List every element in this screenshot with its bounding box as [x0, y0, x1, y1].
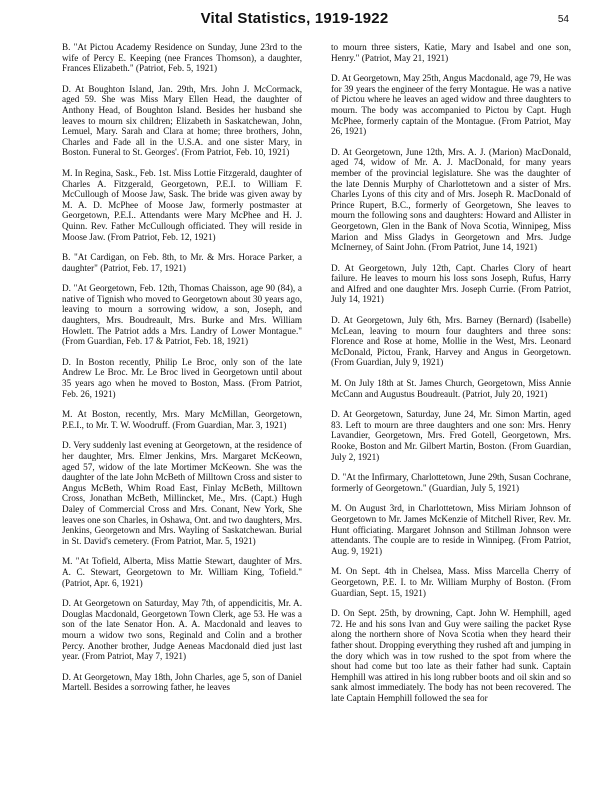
- vital-record-entry: D. At Boughton Island, Jan. 29th, Mrs. John J. McCormack, aged 59. She was Miss Mary Ellen Head, the daughter of Anthony Head, of Boughton Island. Besides her husband she leaves to mourn six children; Elizabeth in Saskatchewan, John, Lemuel, Mary. Sarah and Clara at home; three brothers, John, Charles and Fade all in the U.S.A. and one sister Mary, in Boston. Funeral to St. Georges'. (From Patriot, Feb. 10, 1921): [62, 83, 302, 158]
- vital-record-entry: D. "At the Infirmary, Charlottetown, June 29th, Susan Cochrane, formerly of Georgetown." (Guardian, July 5, 1921): [331, 472, 571, 493]
- vital-record-entry: D. In Boston recently, Philip Le Broc, only son of the late Andrew Le Broc. Mr. Le Broc lived in Georgetown until about 35 years ago when he moved to Boston, Mass. (From Patriot, Feb. 26, 1921): [62, 356, 302, 399]
- vital-record-entry: M. At Boston, recently, Mrs. Mary McMillan, Georgetown, P.E.I., to Mr. T. W. Woodruff. (From Guardian, Mar. 3, 1921): [62, 409, 302, 430]
- page-title: Vital Statistics, 1919-1922: [200, 10, 389, 27]
- vital-record-entry: to mourn three sisters, Katie, Mary and Isabel and one son, Henry." (Patriot, May 21, 1921): [331, 42, 571, 63]
- vital-record-entry: M. In Regina, Sask., Feb. 1st. Miss Lottie Fitzgerald, daughter of Charles A. Fitzgerald, Georgetown, P.E.I. to William F. McCullough of Moose Jaw, Sask. The bride was given away by M. A. D. McPhee of Moose Jaw, formerly postmaster at Georgetown, P.E.I.. Attendants were Mary McPhee and H. J. Quinn. Rev. Father McCullough officiated. They will reside in Moose Jaw. (From Patriot, Feb. 12, 1921): [62, 167, 302, 242]
- vital-record-entry: D. At Georgetown, July 12th, Capt. Charles Clory of heart failure. He leaves to mourn his loss sons Joseph, Rufus, Harry and Alfred and one daughter Mrs. Joseph Currie. (From Patriot, July 14, 1921): [331, 262, 571, 305]
- vital-record-entry: M. "At Tofield, Alberta, Miss Mattie Stewart, daughter of Mrs. A. C. Stewart, Georgetown to Mr. William King, Tofield." (Patriot, Apr. 6, 1921): [62, 556, 302, 588]
- vital-record-entry: D. Very suddenly last evening at Georgetown, at the residence of her daughter, Mrs. Elmer Jenkins, Mrs. Margaret McKeown, aged 57, widow of the late Mortimer McKeown. She was the daughter of the late John McBeth of Milltown Cross and sister to Angus McBeth, Whim Road East, Finlay McBeth, Milltown Cross, Jonathan McBeth, Millincket, Me., Mrs. (Capt.) Hugh Daley of Commercial Cross and Mrs. Conant, New York, She leaves one son Charles, in Oshawa, Ont. and two daughters, Mrs. Jenkins, Georgetown and Mrs. Wayling of Saskatchewan. Burial in St. David's cemetery. (From Patriot, Mar. 5, 1921): [62, 440, 302, 546]
- page-number: 54: [557, 14, 569, 25]
- vital-record-entry: B. "At Pictou Academy Residence on Sunday, June 23rd to the wife of Percy E. Keeping (nee Frances Thomson), a daughter, Frances Elizabeth." (Patriot, Feb. 5, 1921): [62, 42, 302, 74]
- vital-record-entry: D. At Georgetown, Saturday, June 24, Mr. Simon Martin, aged 83. Left to mourn are three daughters and one son: Mrs. Henry Lavandier, Georgetown, Mrs. Fred Gotell, Georgetown, Mrs. Rooke, Boston and Mr. Gilbert Martin, Boston. (From Guardian, July 2, 1921): [331, 409, 571, 462]
- vital-record-entry: M. On August 3rd, in Charlottetown, Miss Miriam Johnson of Georgetown to Mr. James McKenzie of Mitchell River, Rev. Mr. Hunt officiating. Margaret Johnson and Stillman Johnson were attendants. The couple are to reside in Winnipeg. (From Patriot, Aug. 9, 1921): [331, 503, 571, 556]
- page-header: [0, 10, 589, 32]
- vital-record-entry: D. At Georgetown, July 6th, Mrs. Barney (Bernard) (Isabelle) McLean, leaving to mourn four daughters and three sons: Florence and Rose at home, Mollie in the West, Mrs. Leonard McDonald, Pictou, Frank, Harvey and Angus in Georgetown. (From Guardian, July 9, 1921): [331, 315, 571, 368]
- vital-record-entry: D. At Georgetown, June 12th, Mrs. A. J. (Marion) MacDonald, aged 74, widow of Mr. A. J. MacDonald, for many years member of the provincial legislature. She was the daughter of the late Dennis Murphy of Charlottetown and a sister of Mrs. Charles Lyons of this city and of Mrs. Joseph R. MacDonald of Prince Rupert, B.C., formerly of Georgetown, She leaves to mourn the following sons and daughters: Howard and Allister in Georgetown, Glen in the Bank of Nova Scotia, Winnipeg, Miss Marion and Miss Gladys in Georgetown and Mrs. Judge McInerney, of Saint John. (From Patriot, June 14, 1921): [331, 146, 571, 253]
- left-column: [62, 42, 302, 796]
- vital-record-entry: D. At Georgetown, May 25th, Angus Macdonald, age 79, He was for 39 years the engineer of the ferry Montague. He was a native of Pictou where he leaves an aged widow and three daughters to mourn. The body was accompanied to Pictou by Capt. Hugh McPhee, formerly captain of the Montague. (From Patriot, May 26, 1921): [331, 73, 571, 137]
- vital-record-entry: D. "At Georgetown, Feb. 12th, Thomas Chaisson, age 90 (84), a native of Tignish who moved to Georgetown about 30 years ago, leaving to mourn a sorrowing widow, a son, Joseph, and daughters, Mrs. Boudreault, Mrs. Burke and Mrs. William Howlett. The Patriot adds a Mrs. Landry of Lower Montague." (From Guardian, Feb. 17 & Patriot, Feb. 18, 1921): [62, 283, 302, 347]
- vital-record-entry: M. On Sept. 4th in Chelsea, Mass. Miss Marcella Cherry of Georgetown, P.E. I. to Mr. William Murphy of Boston. (From Guardian, Sept. 15, 1921): [331, 566, 571, 598]
- right-column: [331, 42, 571, 796]
- vital-record-entry: D. On Sept. 25th, by drowning, Capt. John W. Hemphill, aged 72. He and his sons Ivan and Guy were sailing the packet Ryse along the northern shore of Nova Scotia when they heard their father shout. Dropping everything they rushed aft and jumping in the dory which was in tow rushed to the spot from where the shout had come but too late as their father had sunk. Captain Hemphill was attired in his long rubber boots and oil skin and so sank almost immediately. The body has not been recovered. The late Captain Hemphill followed the sea for: [331, 608, 571, 703]
- vital-record-entry: M. On July 18th at St. James Church, Georgetown, Miss Annie McCann and Augustus Boudreault. (Patriot, July 20, 1921): [331, 378, 571, 399]
- vital-record-entry: D. At Georgetown, May 18th, John Charles, age 5, son of Daniel Martell. Besides a sorrowing father, he leaves: [62, 671, 302, 693]
- vital-record-entry: B. "At Cardigan, on Feb. 8th, to Mr. & Mrs. Horace Parker, a daughter" (Patriot, Feb. 17, 1921): [62, 252, 302, 273]
- vital-record-entry: D. At Georgetown on Saturday, May 7th, of appendicitis, Mr. A. Douglas Macdonald, Georgetown Town Clerk, age 53. He was a son of the late Senator Hon. A. A. Macdonald and leaves to mourn a widow two sons, Reginald and Colin and a brother Percy. Another brother, Judge Aeneas Macdonald died just last year. (From Patriot, May 7, 1921): [62, 598, 302, 662]
